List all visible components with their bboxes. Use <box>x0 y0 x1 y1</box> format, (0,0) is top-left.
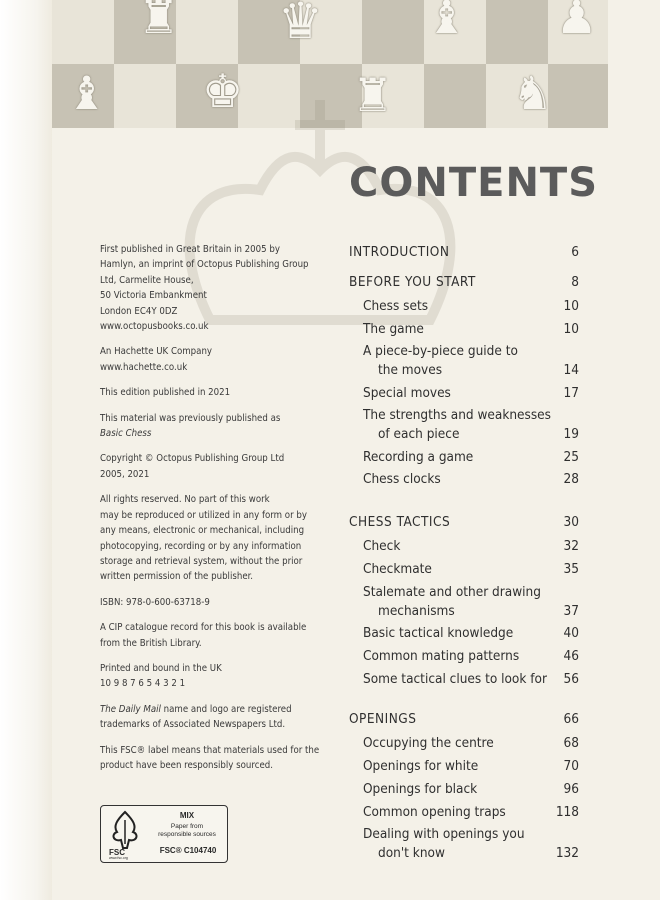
toc-entry-title-continued: don't know <box>378 845 445 861</box>
imprint-line: storage and retrieval system, without the prior <box>100 555 303 567</box>
imprint-line: Hamlyn, an imprint of Octopus Publishing Group <box>100 259 309 271</box>
imprint-block <box>100 242 320 783</box>
toc-entry-title: OPENINGS <box>349 711 417 727</box>
toc-entry-title: Check <box>363 538 401 554</box>
toc-entry-title: Checkmate <box>363 561 432 577</box>
imprint-line: trademarks of Associated Newspapers Ltd. <box>100 719 286 731</box>
imprint-trademark <box>100 702 320 733</box>
imprint-cip <box>100 620 320 651</box>
toc-page-number: 40 <box>563 625 579 641</box>
board-square <box>362 0 424 64</box>
toc-entry <box>349 781 579 801</box>
fsc-tree-logo-icon <box>107 810 143 850</box>
toc-entry-title: Chess sets <box>363 298 429 314</box>
pawn-piece-icon: ♟ <box>556 0 598 44</box>
toc-entry-title-continued: of each piece <box>378 426 460 442</box>
bishop-piece-icon: ♝ <box>66 66 108 120</box>
toc-page-number: 118 <box>555 804 579 820</box>
imprint-first-published <box>100 242 320 334</box>
board-square <box>238 64 300 128</box>
toc-entry <box>349 671 579 691</box>
toc-entry-title: Common opening traps <box>363 804 506 820</box>
toc-entry-title-continued: the moves <box>378 362 443 378</box>
imprint-line: An Hachette UK Company <box>100 346 213 358</box>
toc-entry-title: The strengths and weaknesses <box>363 407 551 423</box>
toc-page-number: 46 <box>563 648 579 664</box>
imprint-edition <box>100 385 320 400</box>
toc-entry-title: BEFORE YOU START <box>349 274 476 290</box>
queen-piece-icon: ♛ <box>278 0 323 50</box>
imprint-line: any means, electronic or mechanical, including <box>100 525 305 537</box>
imprint-line <box>100 426 320 441</box>
toc-page-number: 37 <box>563 603 579 619</box>
board-square <box>114 64 176 128</box>
fsc-code: FSC® C104740 <box>159 846 217 855</box>
toc-page-number: 28 <box>563 471 579 487</box>
previous-title: Basic Chess <box>100 428 152 440</box>
imprint-line: Ltd, Carmelite House, <box>100 274 194 286</box>
imprint-line: from the British Library. <box>100 637 202 649</box>
toc-page-number: 6 <box>571 244 579 260</box>
fsc-paper-line: responsible sources <box>158 830 216 838</box>
imprint-previously-published <box>100 411 320 442</box>
toc-page-number: 8 <box>571 274 579 290</box>
imprint-line: 50 Victoria Embankment <box>100 290 207 302</box>
toc-entry <box>349 648 579 668</box>
board-square <box>548 64 608 128</box>
toc-page-number: 25 <box>563 449 579 465</box>
toc-page-number: 35 <box>563 561 579 577</box>
toc-entry <box>349 385 579 405</box>
toc-entry-title: INTRODUCTION <box>349 244 450 260</box>
imprint-line: product have been responsibly sourced. <box>100 759 274 771</box>
fsc-label <box>100 805 228 863</box>
chessboard-header-image <box>52 0 608 128</box>
toc-entry <box>349 343 579 383</box>
toc-entry-title: The game <box>363 321 424 337</box>
toc-page-number: 30 <box>563 514 579 530</box>
imprint-line: All rights reserved. No part of this work <box>100 494 270 506</box>
knight-piece-icon: ♞ <box>512 66 554 120</box>
imprint-line: This FSC® label means that materials used for the <box>100 744 320 756</box>
toc-page-number: 70 <box>563 758 579 774</box>
imprint-line: Printed and bound in the UK <box>100 662 222 674</box>
toc-entry <box>349 321 579 341</box>
imprint-line: www.octopusbooks.co.uk <box>100 321 209 333</box>
toc-page-number: 32 <box>563 538 579 554</box>
toc-entry <box>349 298 579 318</box>
imprint-line: 2005, 2021 <box>100 468 150 480</box>
toc-entry-title: CHESS TACTICS <box>349 514 451 530</box>
toc-entry-title: Dealing with openings you <box>363 826 525 842</box>
imprint-line: This material was previously published as <box>100 412 281 424</box>
toc-page-number: 132 <box>555 845 579 861</box>
fsc-paper-line: Paper from <box>170 823 204 830</box>
toc-page-number: 10 <box>563 298 579 314</box>
toc-entry-title: Openings for white <box>363 758 479 774</box>
toc-entry-title-continued: mechanisms <box>378 603 455 619</box>
toc-entry-title: Openings for black <box>363 781 478 797</box>
toc-entry-title: Stalemate and other drawing <box>363 584 541 600</box>
toc-page-number: 96 <box>563 781 579 797</box>
toc-entry <box>349 804 579 824</box>
board-square <box>486 0 548 64</box>
toc-section-entry <box>349 274 579 294</box>
toc-entry-title: Special moves <box>363 385 451 401</box>
toc-entry <box>349 584 579 624</box>
toc-page-number: 19 <box>563 426 579 442</box>
toc-entry <box>349 538 579 558</box>
toc-entry <box>349 826 579 866</box>
toc-page-number: 66 <box>563 711 579 727</box>
imprint-line: Copyright © Octopus Publishing Group Ltd <box>100 453 285 465</box>
toc-entry-title: Basic tactical knowledge <box>363 625 514 641</box>
board-square <box>424 64 486 128</box>
toc-entry <box>349 625 579 645</box>
imprint-line: written permission of the publisher. <box>100 571 254 583</box>
imprint-line: First published in Great Britain in 2005 by <box>100 244 280 255</box>
imprint-line: This edition published in 2021 <box>100 387 231 399</box>
toc-entry-title: A piece-by-piece guide to <box>363 343 518 359</box>
imprint-fsc-note <box>100 743 320 774</box>
toc-entry <box>349 561 579 581</box>
imprint-text: name and logo are registered <box>160 703 292 715</box>
fsc-paper-text <box>151 823 223 838</box>
toc-entry <box>349 758 579 778</box>
toc-entry-title: Some tactical clues to look for <box>363 671 547 687</box>
imprint-line: 10 9 8 7 6 5 4 3 2 1 <box>100 678 186 690</box>
toc-section-entry <box>349 244 579 264</box>
page-title: CONTENTS <box>349 160 599 206</box>
toc-section-entry <box>349 711 579 731</box>
imprint-line: ISBN: 978-0-600-63718-9 <box>100 596 210 608</box>
fsc-mix: MIX <box>179 811 195 820</box>
toc-entry-title: Chess clocks <box>363 471 441 487</box>
toc-page-number: 17 <box>563 385 579 401</box>
imprint-printed <box>100 661 320 692</box>
toc-entry <box>349 407 579 447</box>
toc-entry-title: Recording a game <box>363 449 474 465</box>
toc-entry <box>349 735 579 755</box>
imprint-line: A CIP catalogue record for this book is available <box>100 622 307 634</box>
toc-page-number: 14 <box>563 362 579 378</box>
toc-entry-title: Occupying the centre <box>363 735 494 751</box>
rook-piece-icon: ♜ <box>138 0 180 44</box>
toc-page-number: 68 <box>563 735 579 751</box>
bishop-piece-icon: ♝ <box>426 0 468 44</box>
toc-page-number: 56 <box>563 671 579 687</box>
imprint-isbn <box>100 595 320 610</box>
imprint-rights <box>100 492 320 584</box>
fsc-mini-logo: FSC <box>109 848 125 857</box>
toc-page-number: 10 <box>563 321 579 337</box>
king-piece-icon: ♚ <box>202 64 244 118</box>
daily-mail-title: The Daily Mail <box>100 703 161 715</box>
board-square <box>176 0 238 64</box>
rook-piece-icon: ♜ <box>352 68 394 122</box>
imprint-line <box>100 702 320 717</box>
toc-entry <box>349 471 579 491</box>
toc-section-entry <box>349 514 579 534</box>
imprint-line: London EC4Y 0DZ <box>100 305 178 317</box>
imprint-hachette <box>100 344 320 375</box>
imprint-line: photocopying, recording or by any information <box>100 540 302 552</box>
fsc-url: www.fsc.org <box>109 856 128 860</box>
board-square <box>52 0 114 64</box>
toc-entry-title: Common mating patterns <box>363 648 520 664</box>
imprint-line: www.hachette.co.uk <box>100 361 188 373</box>
page-gutter <box>0 0 52 900</box>
imprint-line: may be reproduced or utilized in any form or by <box>100 509 307 521</box>
toc-entry <box>349 449 579 469</box>
imprint-copyright <box>100 451 320 482</box>
